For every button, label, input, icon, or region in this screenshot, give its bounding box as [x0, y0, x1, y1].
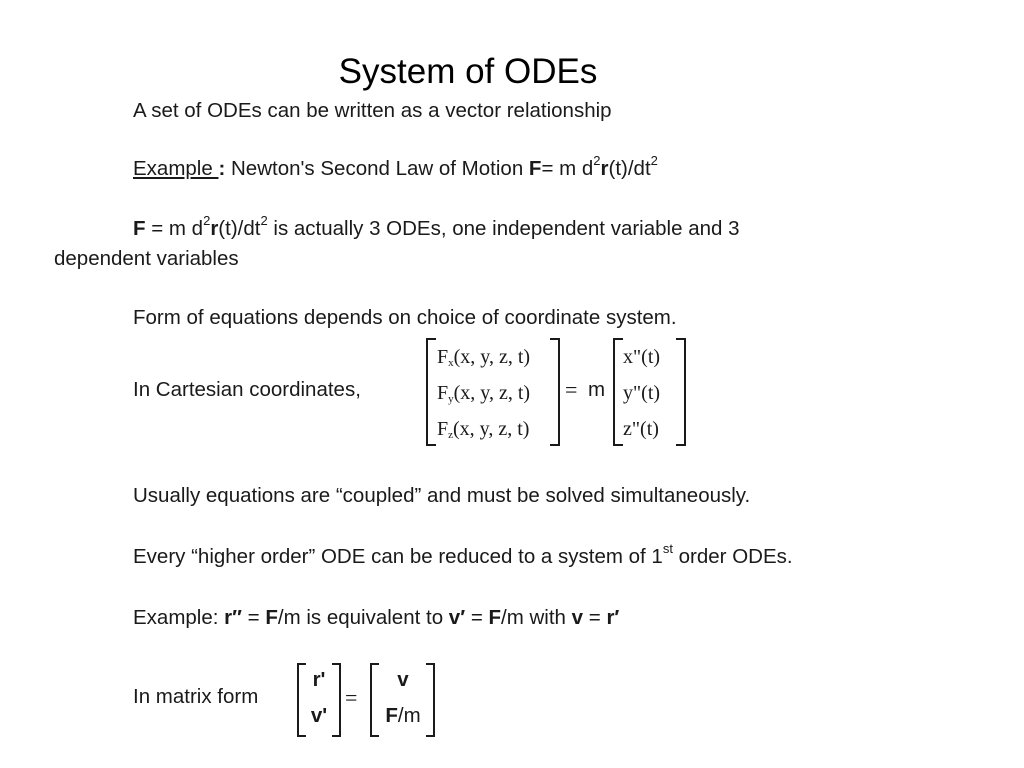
force-symbol: F — [528, 157, 542, 180]
example-label: Example — [133, 157, 219, 180]
exponent: 2 — [260, 213, 268, 228]
exponent: 2 — [650, 153, 658, 168]
cartesian-label: In Cartesian coordinates, — [133, 378, 361, 401]
intro-text: A set of ODEs can be written as a vector relationship — [133, 99, 612, 122]
equals-sign: = — [345, 685, 358, 710]
force-matrix-row: $F_z(x$, y, z, t) — [437, 418, 530, 441]
equation-tail: (t)/dt — [218, 217, 261, 240]
state-vector — [306, 662, 332, 734]
coupled-text: Usually equations are “coupled” and must be solved simultaneously. — [133, 484, 751, 507]
right-bracket — [676, 338, 686, 446]
force-matrix-row: $F_y(x$, y, z, t) — [437, 382, 531, 405]
dependent-variables-text: dependent variables — [54, 247, 239, 270]
ordinal-superscript: st — [662, 541, 673, 556]
derivative-vector — [378, 662, 428, 734]
acceleration-matrix — [623, 339, 679, 447]
exponent: 2 — [203, 213, 211, 228]
position-symbol: r — [210, 217, 219, 240]
derivative-vector-entry: v — [397, 668, 409, 691]
derivative-vector-entry: F/m — [385, 704, 421, 727]
left-bracket — [613, 338, 623, 446]
left-bracket — [297, 663, 306, 737]
force-matrix-row: $F_x(x$, y, z, t) — [437, 346, 531, 369]
exponent: 2 — [593, 153, 601, 168]
form-of-equations-text: Form of equations depends on choice of coordinate system. — [133, 306, 677, 329]
mass-symbol: m — [588, 378, 606, 401]
position-symbol: r — [600, 157, 609, 180]
example-newton-line — [133, 153, 658, 181]
acceleration-matrix-row: x"(t) — [623, 346, 661, 368]
state-vector-entry: v' — [310, 704, 328, 727]
equation-part: = m d — [541, 157, 594, 180]
slide-title: System of ODEs — [338, 52, 598, 91]
right-bracket — [550, 338, 560, 446]
acceleration-matrix-row: z"(t) — [623, 418, 659, 440]
acceleration-matrix-row: y"(t) — [623, 382, 661, 404]
example-colon: : — [218, 157, 231, 180]
three-odes-text: is actually 3 ODEs, one independent variable and 3 — [267, 217, 740, 240]
higher-order-text: Every “higher order” ODE can be reduced to a system of 1st order ODEs. — [133, 541, 793, 568]
equation-tail: (t)/dt — [608, 157, 651, 180]
right-bracket — [332, 663, 341, 737]
right-bracket — [426, 663, 435, 737]
force-symbol: F — [133, 217, 146, 240]
equals-sign: = — [565, 377, 578, 402]
state-vector-entry: r' — [312, 668, 326, 691]
three-odes-line — [133, 213, 740, 241]
matrix-form-label: In matrix form — [133, 685, 259, 708]
left-bracket — [426, 338, 436, 446]
equation-part: = m d — [145, 217, 204, 240]
example-text: Newton's Second Law of Motion — [231, 157, 529, 180]
force-matrix — [437, 339, 557, 447]
example-reduction-line: Example: r″ = F/m is equivalent to v′ = F/m with v = r′ — [133, 606, 620, 629]
